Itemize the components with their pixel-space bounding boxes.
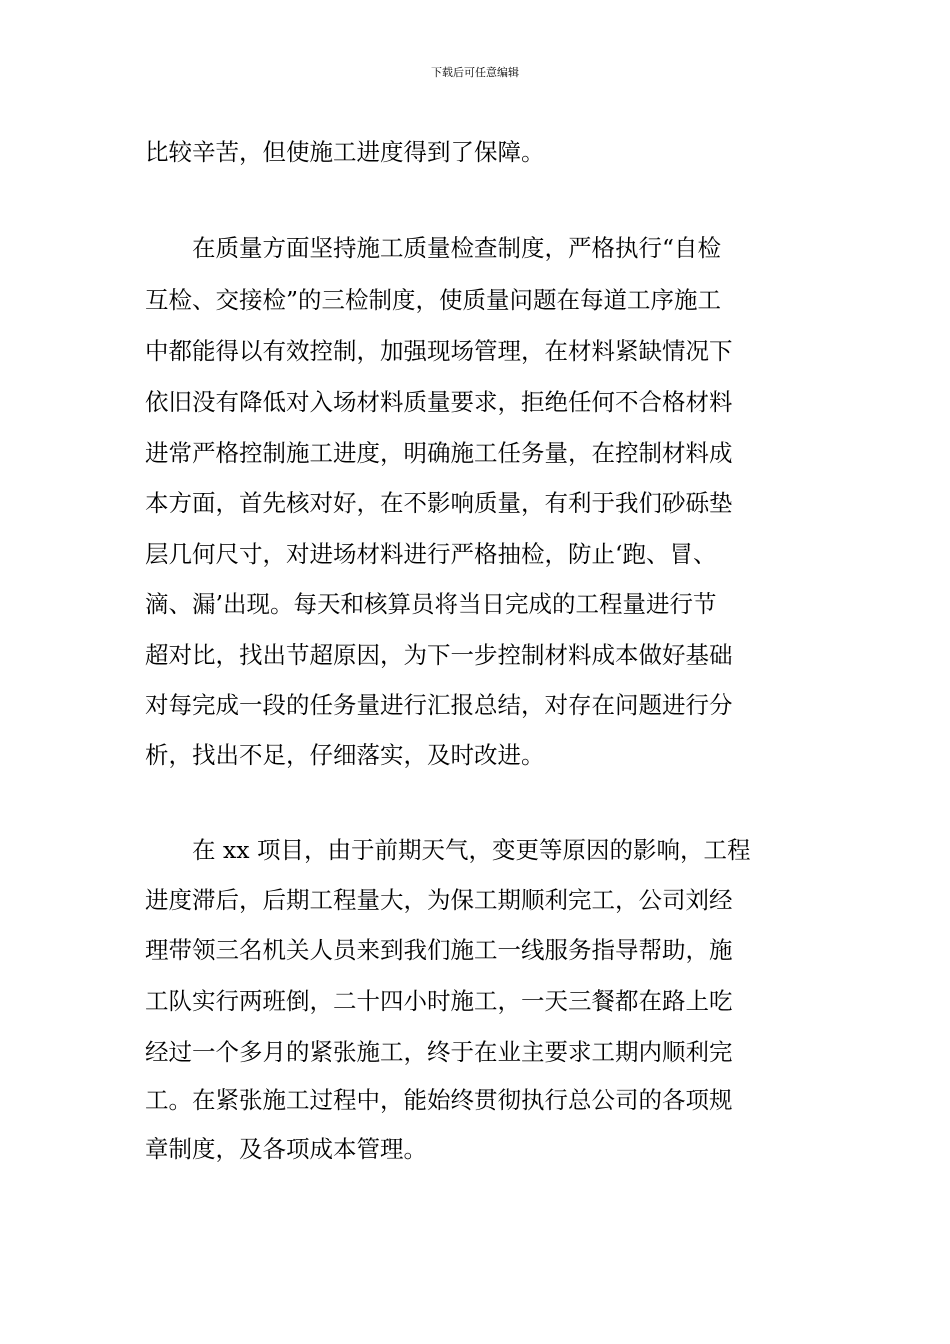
text-line: 依旧没有降低对入场材料质量要求，拒绝任何不合格材料 (145, 388, 733, 416)
text-line: 进常严格控制施工进度，明确施工任务量，在控制材料成 (145, 439, 733, 467)
text-line: 在质量方面坚持施工质量检查制度，严格执行“自检 (145, 234, 722, 262)
text-line: 滴、漏’出现。每天和核算员将当日完成的工程量进行节 (145, 590, 717, 618)
text-line: 工。在紧张施工过程中，能始终贯彻执行总公司的各项规 (145, 1086, 733, 1114)
text-line: 层几何尺寸，对进场材料进行严格抽检，防止‘跑、冒、 (145, 540, 717, 568)
text-line: 析，找出不足，仔细落实，及时改进。 (145, 741, 545, 769)
text-line: 比较辛苦，但使施工进度得到了保障。 (145, 138, 545, 166)
text-line: 在 xx 项目，由于前期天气，变更等原因的影响，工程 (145, 836, 751, 864)
text-line: 对每完成一段的任务量进行汇报总结，对存在问题进行分 (145, 691, 733, 719)
header-note: 下载后可任意编辑 (431, 66, 519, 79)
text-line: 超对比，找出节超原因，为下一步控制材料成本做好基础 (145, 641, 733, 669)
text-line: 工队实行两班倒，二十四小时施工，一天三餐都在路上吃 (145, 987, 733, 1015)
text-line: 经过一个多月的紧张施工，终于在业主要求工期内顺利完 (145, 1038, 733, 1066)
text-line: 理带领三名机关人员来到我们施工一线服务指导帮助，施 (145, 936, 733, 964)
text-line: 中都能得以有效控制，加强现场管理，在材料紧缺情况下 (145, 337, 733, 365)
text-line: 进度滞后，后期工程量大，为保工期顺利完工，公司刘经 (145, 886, 733, 914)
text-line: 章制度，及各项成本管理。 (145, 1135, 427, 1163)
text-line: 本方面，首先核对好，在不影响质量，有利于我们砂砾垫 (145, 489, 733, 517)
text-line: 互检、交接检”的三检制度，使质量问题在每道工序施工 (145, 286, 722, 314)
